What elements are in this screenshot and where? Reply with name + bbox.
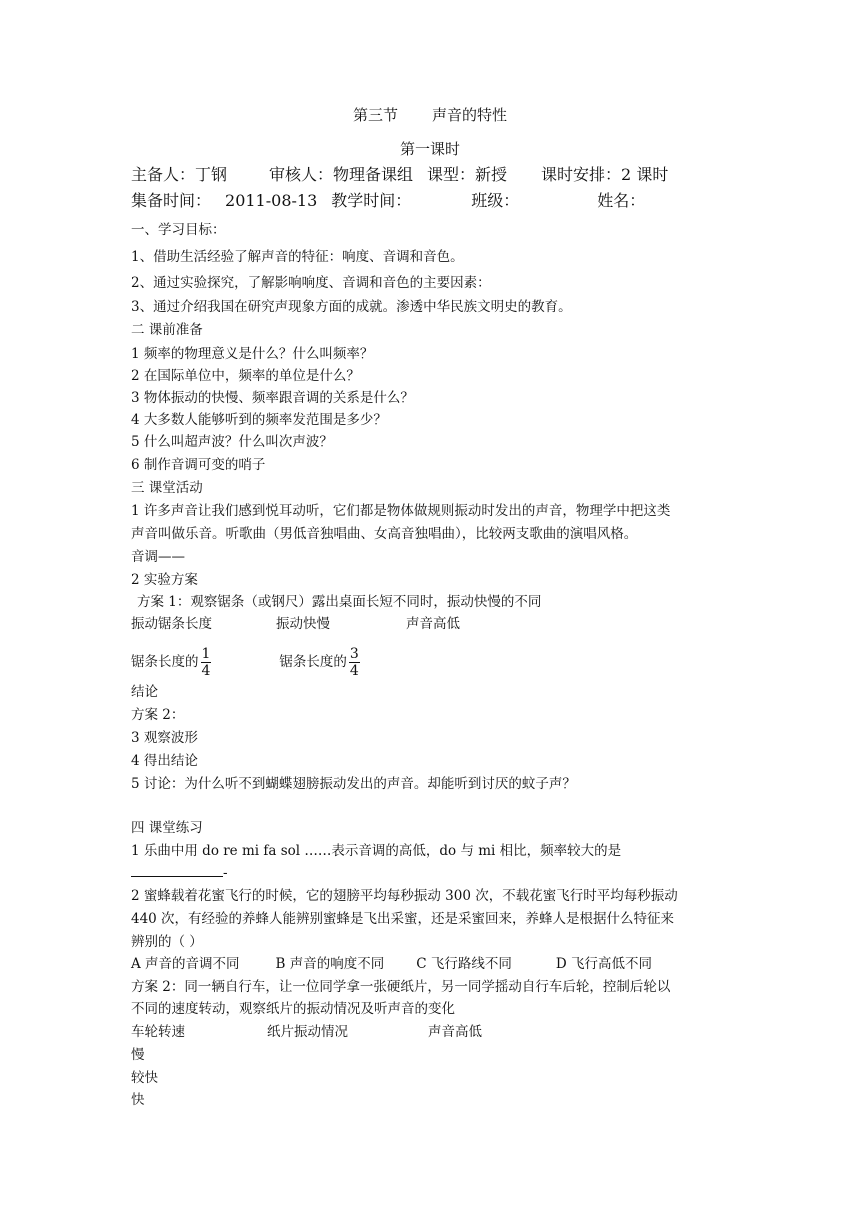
section-number: 第三节 (352, 106, 398, 124)
section-title-row (0, 104, 860, 126)
prep-item: 4 大多数人能够听到的频率发范围是多少？ (131, 412, 387, 428)
goal-item: 1、借助生活经验了解声音的特征：响度、音调和音色。 (131, 249, 464, 265)
speed-row: 快 (131, 1092, 145, 1108)
meta-row-2 (131, 190, 645, 212)
question-2-line: 2 蜜蜂载着花蜜飞行的时候，它的翅膀平均每秒振动 300 次，不载花蜜飞行时平均每秒振动 (131, 888, 678, 904)
fraction-three-quarters: $\frac{3}{4}$ (349, 646, 359, 679)
table-1-col-pitch: 声音高低 (406, 616, 460, 632)
saw-length-label-2: 锯条长度的 (279, 654, 347, 670)
lesson-hours: 课时安排：2 课时 (541, 165, 669, 184)
activity-heading: 三 课堂活动 (131, 480, 203, 496)
section-subtitle: 声音的特性 (432, 106, 508, 124)
preparer: 主备人：丁钢 (131, 165, 228, 184)
lesson-type: 课型：新授 (427, 165, 508, 184)
table-2-col-pitch: 声音高低 (428, 1024, 482, 1040)
question-2-options (131, 954, 652, 974)
saw-length-row (131, 644, 360, 680)
prep-item: 6 制作音调可变的哨子 (131, 457, 266, 473)
meta-row-1 (131, 164, 668, 186)
practice-heading: 四 课堂练习 (131, 820, 203, 836)
discussion-step: 5 讨论：为什么听不到蝴蝶翅膀振动发出的声音。却能听到讨厌的蚊子声？ (131, 776, 576, 792)
table-2-col-speed: 车轮转速 (131, 1024, 185, 1040)
table-1-col-speed: 振动快慢 (276, 616, 330, 632)
table-1-col-length: 振动锯条长度 (131, 616, 212, 632)
fraction-one-quarter: $\frac{1}{4}$ (201, 646, 211, 679)
plan-1-description: 方案 1：观察锯条（或钢尺）露出桌面长短不同时，振动快慢的不同 (137, 594, 542, 610)
waveform-step: 3 观察波形 (131, 730, 198, 746)
plan-2-line: 方案 2：同一辆自行车，让一位同学拿一张硬纸片，另一同学摇动自行车后轮，控制后轮以 (131, 979, 671, 995)
prep-item: 3 物体振动的快慢、频率跟音调的关系是什么？ (131, 390, 414, 406)
question-2-line: 辨别的（ ） (131, 934, 203, 950)
prep-item: 2 在国际单位中，频率的单位是什么？ (131, 368, 360, 384)
goals-heading: 一、学习目标： (131, 222, 226, 238)
goal-item: 3、通过介绍我国在研究声现象方面的成就。渗透中华民族文明史的教育。 (131, 299, 572, 315)
plan-2-line: 不同的速度转动，观察纸片的振动情况及听声音的变化 (131, 1001, 455, 1017)
speed-row: 较快 (131, 1070, 158, 1086)
activity-paragraph-line: 声音叫做乐音。听歌曲（男低音独唱曲、女高音独唱曲），比较两支歌曲的演唱风格。 (131, 526, 638, 542)
teach-time-label: 教学时间： (331, 191, 412, 210)
derive-step: 4 得出结论 (131, 753, 198, 769)
table-2-col-vibration: 纸片振动情况 (267, 1024, 348, 1040)
class-label: 班级： (471, 191, 520, 210)
pitch-label: 音调—— (131, 549, 185, 565)
option-a: A 声音的音调不同 (131, 956, 240, 972)
prep-date-value: 2011-08-13 (225, 191, 318, 210)
plan-2-label: 方案 2： (131, 707, 185, 723)
prep-item: 5 什么叫超声波？什么叫次声波？ (131, 434, 333, 450)
table-2-header (131, 1022, 482, 1042)
speed-row: 慢 (131, 1047, 145, 1063)
goal-item: 2、通过实验探究，了解影响响度、音调和音色的主要因素： (131, 275, 491, 291)
answer-blank-tail: - (223, 865, 228, 881)
activity-paragraph-line: 1 许多声音让我们感到悦耳动听，它们都是物体做规则振动时发出的声音，物理学中把这类 (131, 503, 671, 519)
option-d: D 飞行高低不同 (555, 956, 653, 972)
experiment-heading: 2 实验方案 (131, 572, 198, 588)
question-2-line: 440 次，有经验的养蜂人能辨别蜜蜂是飞出采蜜，还是采蜜回来，养蜂人是根据什么特征来 (131, 911, 675, 927)
answer-blank[interactable] (131, 862, 223, 877)
table-1-header (131, 614, 460, 634)
prep-item: 1 频率的物理意义是什么？什么叫频率？ (131, 346, 374, 362)
option-c: C 飞行路线不同 (416, 956, 512, 972)
question-1-line: 1 乐曲中用 do re mi fa sol ……表示音调的高低，do 与 mi 相比，频率较大的是 (131, 843, 622, 859)
question-1-answer-line (131, 862, 228, 883)
option-b: B 声音的响度不同 (275, 956, 385, 972)
prep-heading: 二 课前准备 (131, 322, 203, 338)
name-label: 姓名： (597, 191, 646, 210)
reviewer: 审核人：物理备课组 (269, 165, 414, 184)
saw-length-label-1: 锯条长度的 (131, 654, 199, 670)
prep-date-label: 集备时间： (131, 191, 212, 210)
conclusion-label: 结论 (131, 684, 158, 700)
lesson-title: 第一课时 (399, 140, 460, 158)
